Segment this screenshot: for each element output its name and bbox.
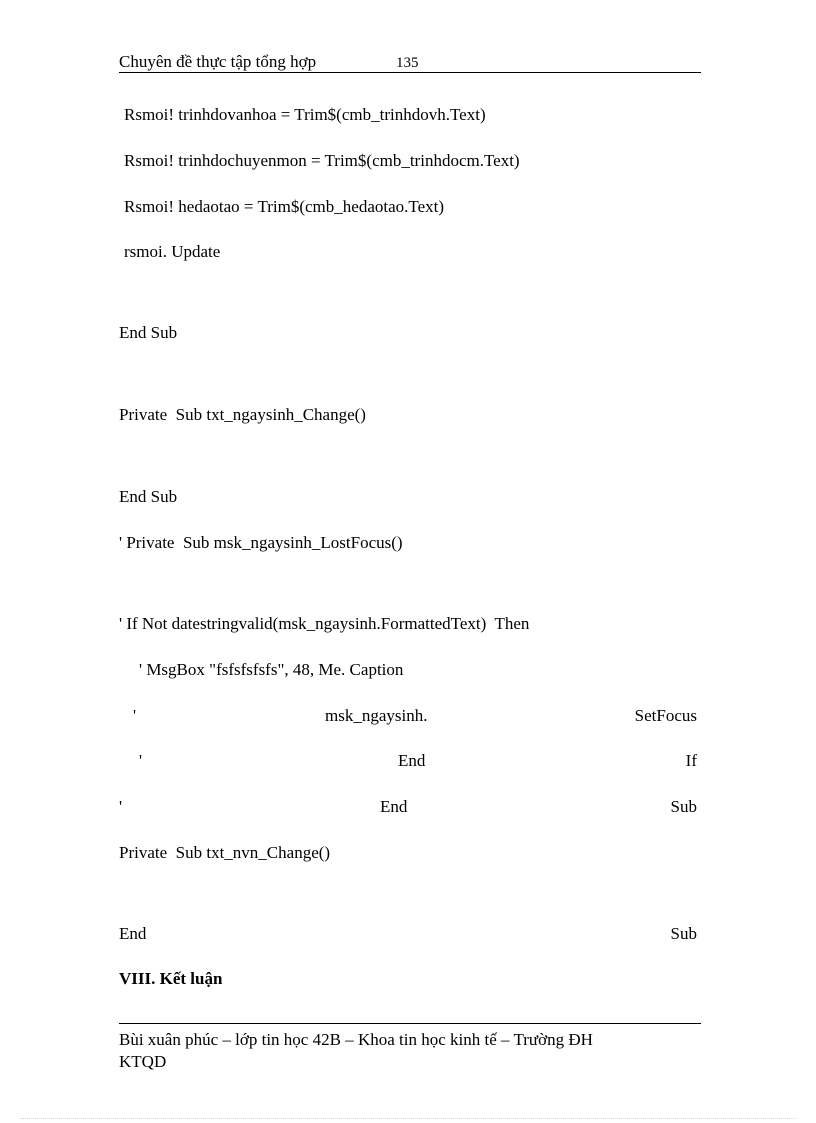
line-12-end: If: [685, 751, 697, 770]
footer-line-2: KTQD: [119, 1052, 167, 1071]
footer-line-1: Bùi xuân phúc – lớp tin học 42B – Khoa tin học kinh tế – Trường ĐH: [119, 1030, 593, 1049]
page-footer: [119, 1023, 701, 1073]
line-13-middle: End: [380, 797, 408, 816]
code-line-7: End Sub: [119, 487, 178, 506]
comment-mark: ': [119, 797, 123, 816]
code-line-1: Rsmoi! trinhdovanhoa = Trim$(cmb_trinhdovh.Text): [124, 105, 486, 124]
code-line-4: rsmoi. Update: [124, 242, 221, 261]
code-line-6: Private Sub txt_ngaysinh_Change(): [119, 405, 366, 424]
comment-mark: ': [139, 751, 143, 770]
page-header: [119, 52, 701, 73]
line-12-middle: End: [398, 751, 426, 770]
line-13-end: Sub: [670, 797, 697, 816]
code-line-5: End Sub: [119, 323, 178, 342]
line-11-middle: msk_ngaysinh.: [325, 706, 428, 725]
line-15-start: End: [119, 924, 147, 943]
code-line-14: Private Sub txt_nvn_Change(): [119, 843, 331, 862]
code-line-9: ' If Not datestringvalid(msk_ngaysinh.FormattedText) Then: [119, 614, 530, 633]
comment-mark: ': [133, 706, 137, 725]
header-title: Chuyên đề thực tập tổng hợp: [119, 52, 317, 71]
code-line-2: Rsmoi! trinhdochuyenmon = Trim$(cmb_trinhdocm.Text): [124, 151, 520, 170]
code-line-10: ' MsgBox "fsfsfsfsfs", 48, Me. Caption: [139, 660, 404, 679]
page-number: 135: [396, 55, 419, 71]
page-bottom-rule: [20, 1118, 796, 1119]
code-line-8: ' Private Sub msk_ngaysinh_LostFocus(): [119, 533, 403, 552]
section-heading: VIII. Kết luận: [119, 969, 223, 988]
code-line-3: Rsmoi! hedaotao = Trim$(cmb_hedaotao.Text): [124, 197, 445, 216]
line-11-end: SetFocus: [634, 706, 697, 725]
line-15-end: Sub: [670, 924, 697, 943]
